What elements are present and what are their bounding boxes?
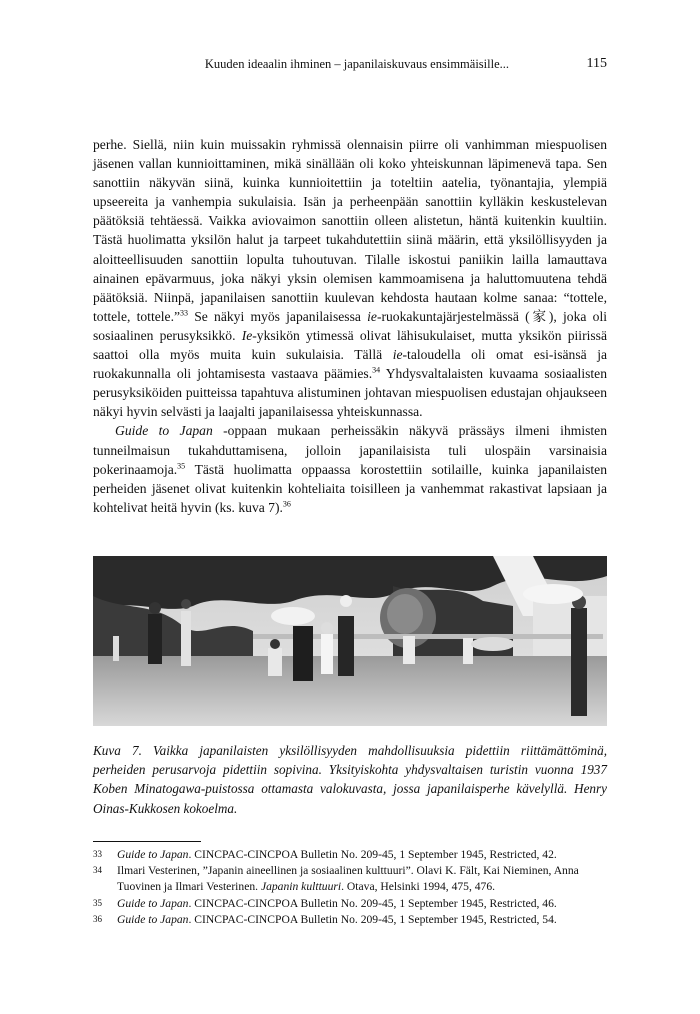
running-header	[93, 57, 607, 77]
footnote-33: 33 Guide to Japan. CINCPAC-CINCPOA Bulletin No. 209-45, 1 September 1945, Restricted, 42.	[93, 847, 607, 863]
figure-caption: Kuva 7. Vaikka japanilaisten yksilöllisyyden mahdollisuuksia pidettiin riittämättöminä, perheiden perusarvoja pidettiin sopivina. Yksityiskohta yhdysvaltaisen turistin vuonna 1937 Koben Minatogawa-puistossa ottamasta valokuvasta, jossa japanilaisperhe kävelyllä. Henry Oinas-Kukkosen kokoelma.	[93, 743, 607, 816]
footnote-ref-35[interactable]: 35	[177, 461, 186, 471]
paragraph-2: Guide to Japan -oppaan mukaan perheissäkin näkyvä prässäys ilmeni ihmisten tunneilmaisun tukahduttamisena, jolloin japanilaisista tuli ulospäin varsinaisia pokerinaamoja.$^{35}$ Tästä huolimatta oppaassa korostettiin sotilaille, kuinka japanilaisten perheiden jäsenet olivat kuitenkin kohteliaita toisilleen ja vanhemmat rakastivat lapsiaan ja kohtelivat heitä hyvin (ks. kuva 7).$^{36}$	[93, 423, 607, 515]
running-title: Kuuden ideaalin ihminen – japanilaiskuvaus ensimmäisille...	[204, 57, 509, 71]
footnote-number: 34	[93, 865, 102, 876]
footnote-ref-34[interactable]: 34	[372, 365, 381, 375]
footnote-number: 35	[93, 897, 102, 908]
footnote-35: 35 Guide to Japan. CINCPAC-CINCPOA Bulletin No. 209-45, 1 September 1945, Restricted, 46.	[93, 896, 607, 912]
footnote-number: 36	[93, 913, 102, 924]
footnotes	[93, 847, 607, 928]
footnote-number: 33	[93, 849, 102, 859]
family-photograph	[93, 556, 607, 726]
footnote-34: 34 Ilmari Vesterinen, ”Japanin aineellinen ja sosiaalinen kulttuuri”. Olavi K. Fält, Kai Nieminen, Anna Tuovinen ja Ilmari Vesterinen. Japanin kulttuuri. Otava, Helsinki 1994, 475, 476.	[93, 863, 607, 895]
footnote-rule	[93, 841, 201, 842]
body-text	[93, 135, 607, 517]
footnote-36: 36 Guide to Japan. CINCPAC-CINCPOA Bulletin No. 209-45, 1 September 1945, Restricted, 54.	[93, 912, 607, 928]
page-number: 115	[586, 56, 607, 71]
footnote-ref-33[interactable]: 33	[180, 308, 188, 318]
photograph-illustration	[93, 556, 607, 726]
footnote-ref-36[interactable]: 36	[282, 499, 291, 509]
paragraph-1: perhe. Siellä, niin kuin muissakin ryhmissä olennaisin piirre oli vanhimman miespuolisen jäsenen vallan kunnioittaminen, mikä sinällään oli koko yhteiskunnan läpimenevä tapa. Sen sanottiin näkyvän siinä, kuinka kunnioitettiin ja toteltiin aatelia, työnantajia, ylempiä upseereita ja vanhempia sukulaisia. Isän ja perheenpään sanottiin kylläkin keskustelevan päätöksiä tehtäessä. Vaikka aviovaimon sanottiin olleen alistetun, häntä kuitenkin kuultiin. Tästä huolimatta yksilön halut ja tarpeet tukahdutettiin siinä määrin, että yksilöllisyyden ja aloitteellisuuden sanottiin lopulta tuhoutuvan. Tilalle iskostui paniikin lailla lamauttava ainainen epävarmuus, joka näkyi yksin olemisen kammoamisena ja haluttomuutena tehdä päätöksiä. Niinpä, japanilaisen sanottiin kuulevan kehdosta hautaan kolme sanaa: “tottele, tottele, tottele.”$^{33}$ Se näkyi myös japanilaisessa ie-ruokakuntajärjestelmässä (家), joka oli sosiaalinen perusyksikkö. Ie-yksikön ytimessä olivat lähisukulaiset, mutta yksikön piirissä saattoi olla myös muita kuin sukulaisia. Tällä ie-taloudella oli omat esi-isänsä ja ruokakunnalla oli johtamisesta vastaava päämies.$^{34}$ Yhdysvaltalaisten kuvaama sosiaalisten perusyksiköiden puitteissa tapahtuva alistuminen johtavan miespuolisen edustajan ohjaukseen näkyi hyvin selvästi ja laajalti japanilaisessa yhteiskunnassa.	[93, 137, 608, 420]
